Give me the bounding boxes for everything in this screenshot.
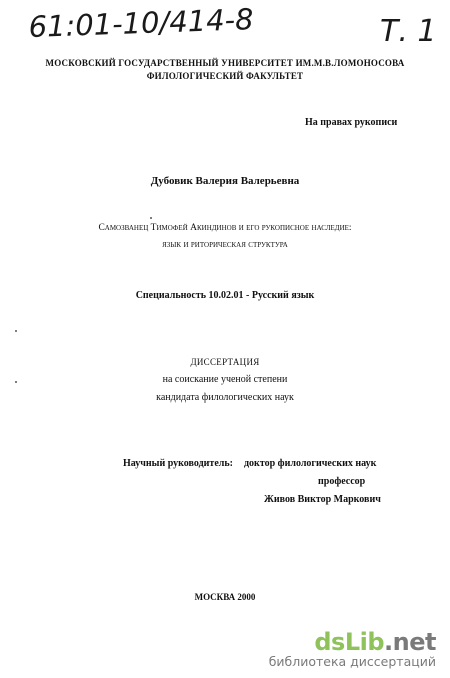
- rights-note: На правах рукописи: [305, 117, 398, 128]
- author-name: Дубовик Валерия Валерьевна: [150, 175, 300, 187]
- degree-field: кандидата филологических наук: [156, 392, 294, 403]
- supervisor-rank: профессор: [318, 476, 366, 487]
- scan-speck: [15, 330, 17, 332]
- city-year: МОСКВА 2000: [194, 592, 256, 602]
- scan-speck: [15, 381, 17, 383]
- handwritten-archive-code: 61:01-10/414-8: [28, 2, 255, 44]
- dslib-subtitle: библиотека диссертаций: [268, 654, 436, 669]
- degree-purpose: на соискание ученой степени: [162, 374, 288, 385]
- scan-speck: [150, 217, 152, 219]
- dslib-logo-domain: .net: [384, 628, 436, 656]
- university-name: МОСКОВСКИЙ ГОСУДАРСТВЕННЫЙ УНИВЕРСИТЕТ ИМ.М.В.ЛОМОНОСОВА: [45, 58, 405, 68]
- supervisor-label: Научный руководитель:: [123, 458, 233, 469]
- degree-type: ДИССЕРТАЦИЯ: [190, 357, 260, 367]
- faculty-name: ФИЛОЛОГИЧЕСКИЙ ФАКУЛЬТЕТ: [146, 71, 304, 81]
- handwritten-volume-mark: Т. 1: [380, 14, 437, 49]
- specialty: Специальность 10.02.01 - Русский язык: [135, 290, 315, 301]
- dslib-logo: [314, 628, 436, 656]
- thesis-title-line1: Самозванец Тимофей Акиндинов и его рукописное наследие:: [98, 223, 352, 233]
- dslib-logo-main: dsLib: [314, 628, 385, 656]
- supervisor-name: Живов Виктор Маркович: [264, 494, 381, 505]
- supervisor-degree: доктор филологических наук: [244, 458, 377, 469]
- thesis-title-line2: язык и риторическая структура: [162, 240, 288, 250]
